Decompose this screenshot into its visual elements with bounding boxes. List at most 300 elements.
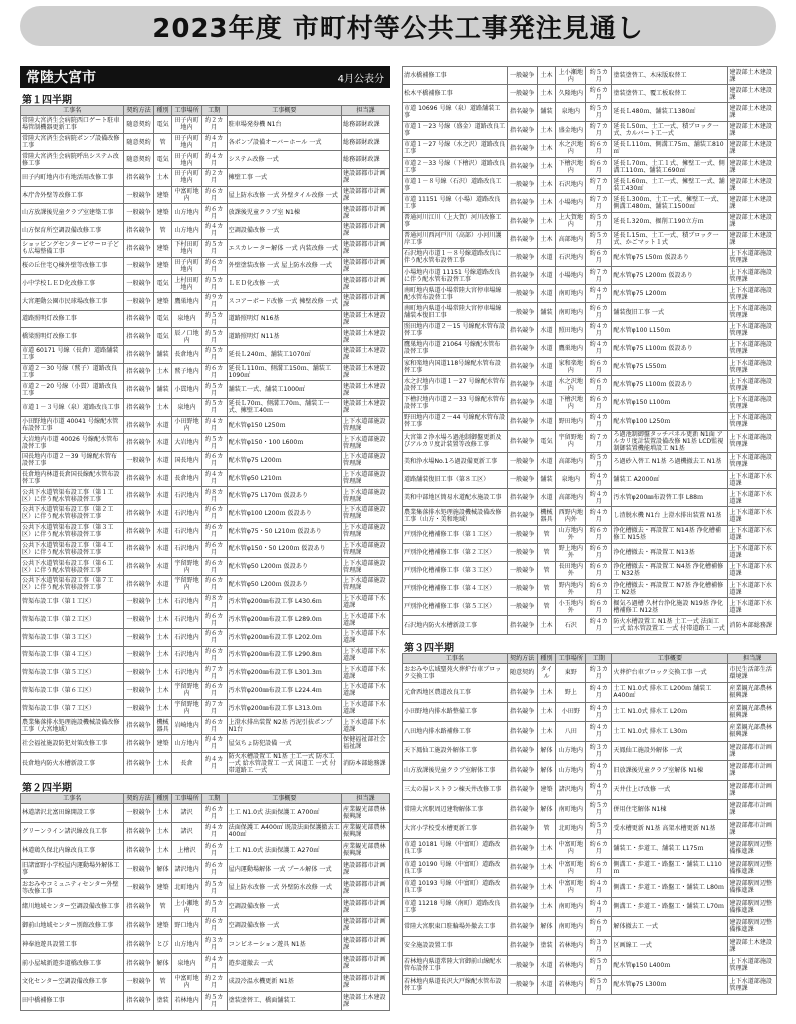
column-header-work-name: 工事名 xyxy=(21,793,124,803)
cell-department: 上下水道部施設管理課 xyxy=(728,339,777,357)
cell-summary: 配水管φ150・50 L200ｍ 仮設あり xyxy=(227,540,341,558)
cell-work-name: 常陸大宮駅東口駐輪場外撤去工事 xyxy=(403,917,508,937)
cell-duration: 約４カ月 xyxy=(201,416,227,434)
cell-work-name: 農業集落排水処理施設機械設備改修工事（山方・美和地域） xyxy=(403,507,508,525)
cell-work-type: 管 xyxy=(153,222,171,240)
cell-location: 下檜沢地内 xyxy=(556,394,586,412)
cell-location: 田子内町地内 xyxy=(172,116,202,134)
cell-department: 上下水道部施設管理課 xyxy=(341,522,389,540)
cell-contract-method: 指名競争 xyxy=(124,897,154,916)
cell-contract-method: 指名競争 xyxy=(124,310,154,328)
cell-location: 高部地内 xyxy=(556,452,586,470)
cell-duration: 約４カ月 xyxy=(586,722,612,742)
table-row xyxy=(403,139,777,157)
cell-department: 建設部土木建設課 xyxy=(728,139,777,157)
cell-department: 上下水道部下水道課 xyxy=(341,699,389,717)
cell-work-type: 舗装 xyxy=(153,345,171,363)
table-row xyxy=(21,116,390,134)
table-row xyxy=(21,735,390,753)
cell-department: 上下水道部下水道課 xyxy=(728,525,777,543)
table-row xyxy=(21,434,390,452)
cell-work-name: 山方放課後児童クラブ室解体工事 xyxy=(403,761,508,781)
cell-work-type: 水道 xyxy=(153,522,171,540)
cell-department: 建設部土木建設課 xyxy=(341,345,389,363)
cell-department: 上下水道部施設管理課 xyxy=(341,487,389,505)
cell-location: 大岩地内 xyxy=(172,434,202,452)
cell-work-type: 水道 xyxy=(537,339,556,357)
table-row xyxy=(403,839,777,859)
cell-duration: 約６カ月 xyxy=(586,376,612,394)
cell-summary: 配水管φ75・50 L210ｍ 仮設あり xyxy=(227,522,341,540)
cell-duration: 約６カ月 xyxy=(586,543,612,561)
cell-work-type: 解体 xyxy=(537,800,556,820)
cell-work-name: 御前山地域センター別館改修工事 xyxy=(21,916,124,935)
cell-contract-method: 指名競争 xyxy=(507,878,537,898)
cell-duration: 約５カ月 xyxy=(201,381,227,399)
works-table xyxy=(20,793,390,1011)
cell-summary: 配水管φ150 L250ｍ xyxy=(227,416,341,434)
cell-duration: 約６カ月 xyxy=(201,505,227,523)
cell-contract-method: 指名競争 xyxy=(507,616,537,634)
cell-department: 上下水道部下水道課 xyxy=(728,561,777,579)
table-row xyxy=(403,561,777,579)
cell-work-type: 解体 xyxy=(537,917,556,937)
column-header-work-type: 種別 xyxy=(153,106,171,116)
cell-location: 中富町地内 xyxy=(556,858,586,878)
column-header-location: 工事場所 xyxy=(172,106,202,116)
cell-location: 田子内町地内 xyxy=(172,133,202,151)
cell-location: 石沢地内 xyxy=(172,611,202,629)
cell-summary: 汚水管φ200㎜布設工事 L224.4ｍ xyxy=(227,682,341,700)
table-row xyxy=(403,230,777,248)
table-row xyxy=(403,858,777,878)
cell-work-name: 戸別浄化槽補修工事（第３工区） xyxy=(403,561,508,579)
cell-work-name: 戸別浄化槽補修工事（第５工区） xyxy=(403,598,508,616)
cell-department: 建設部都市計画課 xyxy=(341,860,389,879)
cell-contract-method: 一般競争 xyxy=(124,699,154,717)
cell-department: 建設部土木建設課 xyxy=(728,194,777,212)
cell-work-name: 常陸大宮済生会病院西口ゲート駐車場管制機器更新工事 xyxy=(21,116,124,134)
cell-work-type: 解体 xyxy=(537,761,556,781)
cell-contract-method: 一般競争 xyxy=(124,646,154,664)
cell-location: 盛金地内 xyxy=(556,121,586,139)
table-row xyxy=(403,917,777,937)
cell-work-type: 土木 xyxy=(537,67,556,85)
cell-contract-method: 一般競争 xyxy=(507,956,537,976)
cell-department: 上下水道部施設管理課 xyxy=(728,358,777,376)
cell-work-type: 電気 xyxy=(537,430,556,452)
cell-work-type: 土木 xyxy=(153,611,171,629)
cell-work-type: 水道 xyxy=(537,412,556,430)
cell-location: 高部地内 xyxy=(556,489,586,507)
cell-department: 建設部土木建設課 xyxy=(728,212,777,230)
cell-work-type: 土木 xyxy=(537,176,556,194)
cell-contract-method: 一般競争 xyxy=(507,248,537,266)
cell-duration: 約７カ月 xyxy=(586,176,612,194)
cell-department: 上下水道部下水道課 xyxy=(728,598,777,616)
table-row xyxy=(21,897,390,916)
cell-work-type: 土木 xyxy=(537,616,556,634)
cell-location: 長倉地内 xyxy=(172,345,202,363)
cell-work-name: 管渠布設工事（第４工区） xyxy=(21,646,124,664)
cell-contract-method: 指名競争 xyxy=(124,363,154,381)
cell-department: 上下水道部下水道課 xyxy=(728,470,777,488)
cell-contract-method: 指名競争 xyxy=(124,469,154,487)
cell-contract-method: 一般競争 xyxy=(124,593,154,611)
table-row xyxy=(403,819,777,839)
cell-department: 建設部都市計画課 xyxy=(728,800,777,820)
cell-work-type: 解体 xyxy=(153,860,171,879)
cell-contract-method: 指名競争 xyxy=(124,752,154,774)
cell-summary: 延長Ｌ480ｍ、舗装工1380㎡ xyxy=(612,103,728,121)
cell-location: 南町地内 xyxy=(556,897,586,917)
cell-department: 上下水道部施設管理課 xyxy=(341,540,389,558)
table-row xyxy=(403,103,777,121)
cell-department: 上下水道部施設管理課 xyxy=(728,430,777,452)
cell-contract-method: 指名競争 xyxy=(124,328,154,346)
cell-work-name: 管渠布設工事（第２工区） xyxy=(21,611,124,629)
cell-department: 上下水道部施設管理課 xyxy=(728,394,777,412)
cell-work-name: 長倉地内林道長倉国長線配水管布設替工事 xyxy=(21,469,124,487)
cell-contract-method: 指名競争 xyxy=(507,157,537,175)
cell-contract-method: 一般競争 xyxy=(124,611,154,629)
cell-duration: 約３カ月 xyxy=(586,741,612,761)
cell-summary: 放課後児童クラブ室 N1棟 xyxy=(227,204,341,222)
cell-location: 若林地内 xyxy=(172,991,202,1010)
cell-work-type: 土木 xyxy=(537,683,556,703)
cell-location: 諸沢 xyxy=(172,803,202,822)
cell-summary: 延長Ｌ110ｍ、側溝工150ｍ、舗装工1090㎡ xyxy=(227,363,341,381)
cell-location: 石沢地内 xyxy=(172,540,202,558)
cell-work-name: 市道１－23 号線（盛金）道路改良工事 xyxy=(403,121,508,139)
works-table xyxy=(402,653,777,996)
cell-summary: 防火水槽設置工 N1基 土工一式 防水工 一式 給水管設置工 一式 国道工 一式 付帯道路工 一式 xyxy=(227,752,341,774)
cell-contract-method: 一般競争 xyxy=(124,664,154,682)
cell-summary: 汚水管φ200㎜布設工事 L202.0ｍ xyxy=(227,628,341,646)
table-row xyxy=(403,598,777,616)
cell-department: 建設部土木建設課 xyxy=(341,991,389,1010)
cell-duration: 約５カ月 xyxy=(201,328,227,346)
cell-summary: 土工 N1.0式 排水工 L200ｍ 舗装工 A400㎡ xyxy=(612,683,728,703)
cell-work-type: 土木 xyxy=(153,803,171,822)
page-title-bar xyxy=(20,6,776,46)
cell-duration: 約５カ月 xyxy=(201,399,227,417)
cell-location: 泉地内 xyxy=(556,103,586,121)
cell-department: 上下水道部施設管理課 xyxy=(728,376,777,394)
cell-work-name: 田子内町地内市有地活用改修工事 xyxy=(21,169,124,187)
cell-summary: 汚水管φ200㎜布設工事 L301.3ｍ xyxy=(227,664,341,682)
cell-work-name: 管渠布設工事（第６工区） xyxy=(21,682,124,700)
cell-work-type: 機械器具 xyxy=(537,507,556,525)
cell-work-name: グリーンライン諸沢線改良工事 xyxy=(21,822,124,841)
cell-summary: 土工 N1.0式 排水工 L20ｍ xyxy=(612,702,728,722)
cell-duration: 約６カ月 xyxy=(586,303,612,321)
cell-location: 石沢地内 xyxy=(556,176,586,194)
cell-summary: 側溝工・歩道工・路盤工・舗装工 L110ｍ xyxy=(612,858,728,878)
cell-work-type: 電気 xyxy=(153,310,171,328)
cell-contract-method: 一般競争 xyxy=(124,682,154,700)
cell-duration: 約６カ月 xyxy=(201,558,227,576)
cell-contract-method: 一般競争 xyxy=(507,85,537,103)
table-row xyxy=(403,878,777,898)
column-header-duration: 工期 xyxy=(586,653,612,663)
cell-department: 市民生活部生活環境課 xyxy=(728,663,777,683)
cell-work-type: 管 xyxy=(537,819,556,839)
cell-work-type: 建築 xyxy=(153,239,171,257)
cell-location: 中富町地内 xyxy=(172,186,202,204)
cell-work-type: 水道 xyxy=(537,956,556,976)
cell-contract-method: 指名競争 xyxy=(507,394,537,412)
cell-duration: 約６カ月 xyxy=(201,363,227,381)
cell-location: 石沢地内 xyxy=(556,248,586,266)
cell-work-name: 公共下水道管渠布設工事（第７工区）に伴う配水管移設替工事 xyxy=(21,575,124,593)
cell-duration: 約５カ月 xyxy=(201,275,227,293)
cell-work-name: 清水橋補修工事 xyxy=(403,67,508,85)
cell-summary: 配水管φ150 L400ｍ xyxy=(612,956,728,976)
cell-work-type: 建築 xyxy=(153,204,171,222)
cell-summary: 土工 N1.0式 法面保護工 A270㎡ xyxy=(227,841,341,860)
cell-contract-method: 一般競争 xyxy=(507,525,537,543)
cell-duration: 約６カ月 xyxy=(586,858,612,878)
cell-contract-method: 指名競争 xyxy=(507,683,537,703)
table-row xyxy=(403,303,777,321)
cell-summary: 塗装塗替工、木床版取替工 xyxy=(612,67,728,85)
cell-location: 南町地内 xyxy=(556,285,586,303)
cell-department: 建設部都市計画課 xyxy=(341,257,389,275)
cell-summary: 配水管φ75 L170ｍ 仮設あり xyxy=(227,487,341,505)
cell-work-type: 水道 xyxy=(537,321,556,339)
cell-work-type: 土木 xyxy=(153,646,171,664)
cell-duration: 約５カ月 xyxy=(201,991,227,1010)
cell-contract-method: 指名競争 xyxy=(507,358,537,376)
cell-summary: 塗装塗替工、橋面舗装工 xyxy=(227,991,341,1010)
cell-location: 野田地内 xyxy=(556,412,586,430)
cell-contract-method: 指名競争 xyxy=(507,936,537,956)
cell-work-name: 若林地内県道常陸大宮御前山線配水管布設替工事 xyxy=(403,956,508,976)
cell-department: 産業観光部農林振興課 xyxy=(728,722,777,742)
cell-duration: 約６カ月 xyxy=(201,916,227,935)
cell-contract-method: 指名競争 xyxy=(124,345,154,363)
cell-summary: 配水管φ150 L100ｍ xyxy=(612,394,728,412)
cell-duration: 約４カ月 xyxy=(586,878,612,898)
cell-duration: 約８カ月 xyxy=(201,593,227,611)
cell-location: 山方地内 xyxy=(556,741,586,761)
cell-duration: 約４カ月 xyxy=(201,222,227,240)
cell-contract-method: 一般競争 xyxy=(507,543,537,561)
cell-summary: ろ過池制御盤タッチパネル更新 N1面 アルカリ度計装置設備改修 N1基 LCD監視制御装置機能増設工 N1基 xyxy=(612,430,728,452)
cell-summary: 舗装復旧工事 一式 xyxy=(612,303,728,321)
cell-location: 上大賀地内 xyxy=(556,212,586,230)
column-header-contract-method: 契約方法 xyxy=(124,793,154,803)
cell-location: 鷲子地内 xyxy=(172,363,202,381)
column-header-summary: 工事概要 xyxy=(227,793,341,803)
cell-duration: 約６カ月 xyxy=(201,628,227,646)
cell-summary: 火葬炉台車ブロック交換工事 一式 xyxy=(612,663,728,683)
cell-summary: 法面保護工 A400㎡ 既設法面保護撤去工 400㎡ xyxy=(227,822,341,841)
cell-location: 長倉地内 xyxy=(172,469,202,487)
cell-location: 八田 xyxy=(556,722,586,742)
table-row xyxy=(403,194,777,212)
cell-work-name: 管渠布設工事（第７工区） xyxy=(21,699,124,717)
cell-work-type: 土木 xyxy=(537,897,556,917)
cell-contract-method: 指名競争 xyxy=(124,558,154,576)
cell-summary: 各ポンプ設備オーバーホール 一式 xyxy=(227,133,341,151)
cell-location: 家和楽地内 xyxy=(556,358,586,376)
cell-summary: エスカレーター解体 一式 内装改修 一式 xyxy=(227,239,341,257)
cell-work-type: 水道 xyxy=(537,376,556,394)
quarter-title: 第１四半期 xyxy=(22,95,72,106)
cell-department: 総務部財政課 xyxy=(341,133,389,151)
cell-work-type: 土木 xyxy=(537,212,556,230)
cell-department: 建設部都市計画課 xyxy=(341,878,389,897)
cell-work-name: 大宮小学校受水槽更新工事 xyxy=(403,819,508,839)
cell-duration: 約４カ月 xyxy=(586,470,612,488)
cell-duration: 約３カ月 xyxy=(586,663,612,683)
table-row xyxy=(21,935,390,954)
cell-work-name: 市道２－20 号線（小貫）道路改良工事 xyxy=(21,381,124,399)
cell-summary: 屋内運動場解体 一式 プール解体 一式 xyxy=(227,860,341,879)
cell-work-type: 管 xyxy=(537,525,556,543)
cell-department: 上下水道部施設管理課 xyxy=(728,956,777,976)
table-row xyxy=(21,257,390,275)
cell-location: 宇留野地内 xyxy=(172,682,202,700)
cell-summary: 空調設備改修 一式 xyxy=(227,897,341,916)
cell-duration: 約４カ月 xyxy=(586,683,612,703)
cell-work-name: 市道 60171 号線（長倉）道路舗装工事 xyxy=(21,345,124,363)
cell-work-type: 建築 xyxy=(153,916,171,935)
cell-summary: 土工 N1.0式 法面保護工 A700㎡ xyxy=(227,803,341,822)
cell-work-name: 若林地内県道長沢大戸線配水管布設替工事 xyxy=(403,975,508,995)
cell-contract-method: 一般競争 xyxy=(507,176,537,194)
cell-work-type: 土木 xyxy=(153,363,171,381)
cell-location: 石沢 xyxy=(556,616,586,634)
table-row xyxy=(21,575,390,593)
cell-location: 泉地内 xyxy=(556,470,586,488)
cell-work-name: 公共下水道管渠布設工事（第１工区）に伴う配水管移設替工事 xyxy=(21,487,124,505)
table-row xyxy=(21,841,390,860)
cell-work-name: 市道１－３号線（泉）道路改良工事 xyxy=(21,399,124,417)
cell-department: 建設部土木建設課 xyxy=(728,121,777,139)
cell-contract-method: 指名競争 xyxy=(507,194,537,212)
cell-contract-method: 指名競争 xyxy=(124,954,154,973)
cell-department: 建設部都市計画課 xyxy=(341,954,389,973)
cell-duration: 約６カ月 xyxy=(201,452,227,470)
cell-duration: 約６カ月 xyxy=(201,646,227,664)
table-row xyxy=(21,611,390,629)
table-row xyxy=(21,628,390,646)
cell-work-type: 土木 xyxy=(537,839,556,859)
cell-summary: 側溝工・歩道工・路盤工・舗装工 L70ｍ xyxy=(612,897,728,917)
cell-work-type: 建築 xyxy=(153,186,171,204)
cell-contract-method: 指名競争 xyxy=(124,841,154,860)
cell-work-name: 公共下水道管渠布設工事（第２工区）に伴う配水管移設替工事 xyxy=(21,505,124,523)
cell-location: 小田野 xyxy=(556,702,586,722)
cell-work-name: 市道 10190 号線（中富町）道路改良工事 xyxy=(403,858,508,878)
table-row xyxy=(403,507,777,525)
cell-location: 泉地内 xyxy=(172,310,202,328)
cell-location: 泉地内 xyxy=(172,399,202,417)
table-row xyxy=(21,822,390,841)
cell-duration: 約５カ月 xyxy=(201,310,227,328)
cell-location: 宇留野地内 xyxy=(172,699,202,717)
cell-work-name: 下檜沢地内市道２－33 号線配水管布設替工事 xyxy=(403,394,508,412)
cell-location: 水之沢地内 xyxy=(556,139,586,157)
cell-work-type: 舗装 xyxy=(537,470,556,488)
table-row xyxy=(403,936,777,956)
cell-summary: 土工 N1.0式 排水工 L30ｍ xyxy=(612,722,728,742)
cell-work-type: 土木 xyxy=(153,699,171,717)
table-row xyxy=(403,543,777,561)
cell-contract-method: 指名競争 xyxy=(507,212,537,230)
cell-duration: 約４カ月 xyxy=(586,507,612,525)
cell-duration: 約５カ月 xyxy=(201,345,227,363)
cell-work-name: 普通河川西河戸川（高部）小河川護岸工事 xyxy=(403,230,508,248)
cell-work-name: 常陸大宮駅周辺建物解体工事 xyxy=(403,800,508,820)
cell-summary: コンビネーション遊具 N1基 xyxy=(227,935,341,954)
cell-summary: 外壁塗装改修 一式 屋上防水改修 一式 xyxy=(227,257,341,275)
cell-department: 建設部都市計画課 xyxy=(341,222,389,240)
cell-duration: 約６カ月 xyxy=(201,682,227,700)
cell-contract-method: 指名競争 xyxy=(124,505,154,523)
cell-work-type: 土木 xyxy=(153,169,171,187)
table-row xyxy=(21,593,390,611)
table-row xyxy=(21,363,390,381)
cell-summary: 掘気ろ過槽 久材台浄化施設 N19基 浄化槽補修工 N12基 xyxy=(612,598,728,616)
table-row xyxy=(21,860,390,879)
cell-location: 岩崎地内 xyxy=(172,717,202,735)
cell-work-type: 管 xyxy=(537,543,556,561)
cell-contract-method: 一般競争 xyxy=(124,628,154,646)
cell-location: 山方地内 xyxy=(172,735,202,753)
table-row xyxy=(403,470,777,488)
table-row xyxy=(21,469,390,487)
cell-department: 産業観光部農林振興課 xyxy=(728,683,777,703)
cell-department: 上下水道部下水道課 xyxy=(341,593,389,611)
table-row xyxy=(21,991,390,1010)
table-row xyxy=(403,489,777,507)
cell-department: 建設部土木建設課 xyxy=(728,85,777,103)
cell-work-name: 林道諸沢北富田線開設工事 xyxy=(21,803,124,822)
cell-department: 上下水道部下水道課 xyxy=(341,646,389,664)
cell-summary: 浄化槽撤去・再設置工 N14基 浄化槽補修工 N15基 xyxy=(612,525,728,543)
cell-work-type: 水道 xyxy=(537,452,556,470)
cell-summary: 延長Ｌ110ｍ、側溝工75ｍ、舗装工810㎡ xyxy=(612,139,728,157)
left-column xyxy=(20,66,390,1011)
cell-location: 小場地内 xyxy=(556,267,586,285)
cell-summary: 配水管φ50 L200ｍ 仮設あり xyxy=(227,558,341,576)
cell-contract-method: 指名競争 xyxy=(124,916,154,935)
cell-duration: 約６カ月 xyxy=(586,139,612,157)
cell-department: 建設部都市計画課 xyxy=(341,972,389,991)
cell-work-type: 土木 xyxy=(153,841,171,860)
cell-work-name: 前小屋城新遊歩道橋改修工事 xyxy=(21,954,124,973)
cell-contract-method: 指名競争 xyxy=(124,381,154,399)
cell-work-name: 野田地内市道２－44 号線配水管布設替工事 xyxy=(403,412,508,430)
table-header-row xyxy=(403,653,777,663)
cell-work-type: 水道 xyxy=(153,416,171,434)
cell-summary: 汚水管φ200㎜布設替工事 L88ｍ xyxy=(612,489,728,507)
cell-work-type: 機械器具 xyxy=(153,717,171,735)
cell-location: 田子内町地内 xyxy=(172,169,202,187)
cell-work-type: 管 xyxy=(537,580,556,598)
cell-department: 建設部土木建設課 xyxy=(341,399,389,417)
cell-duration: 約６カ月 xyxy=(201,522,227,540)
cell-work-type: 水道 xyxy=(537,394,556,412)
cell-work-name: 三太の湯レストラン棟天井改修工事 xyxy=(403,780,508,800)
column-header-department: 担当課 xyxy=(341,793,389,803)
cell-work-type: 解体 xyxy=(537,741,556,761)
cell-summary: 駐車場発券機 N1台 xyxy=(227,116,341,134)
